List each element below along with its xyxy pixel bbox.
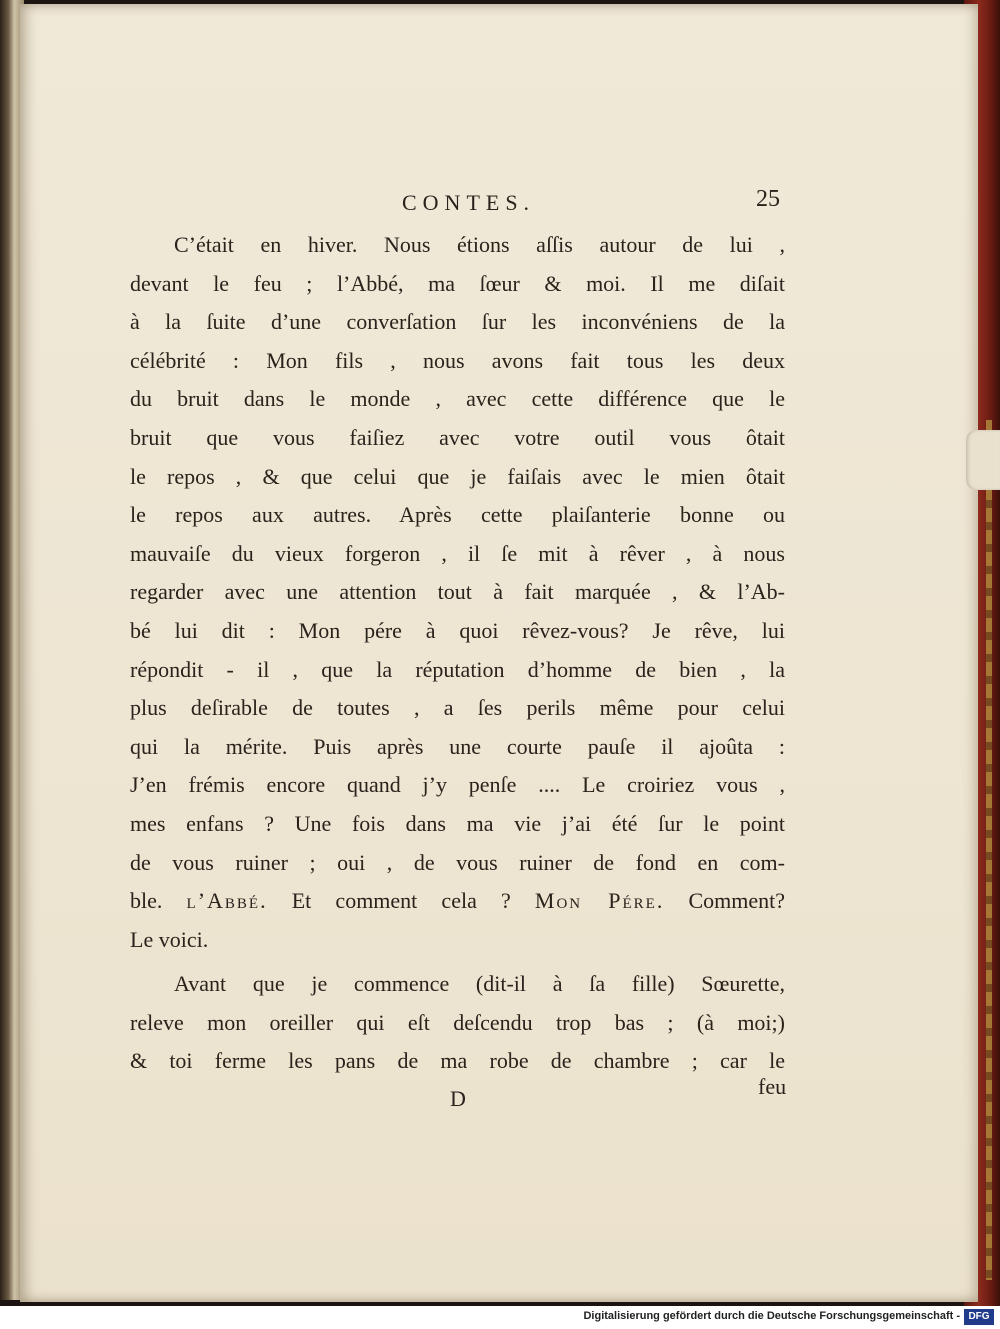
text-line: le repos , & que celui que je faiſais avec le mien ôtait <box>130 463 785 489</box>
text-line-dialogue <box>130 882 785 921</box>
text-line: le repos aux autres. Après cette plaiſanterie bonne ou <box>130 502 785 528</box>
catchword: feu <box>758 1074 787 1099</box>
text-line: bé lui dit : Mon pére à quoi rêvez-vous? Je rêve, lui <box>130 617 785 643</box>
gilt-decoration <box>986 420 992 1280</box>
running-title: CONTES. <box>402 190 536 215</box>
text-line: à la ſuite d’une converſation ſur les inconvéniens de la <box>130 309 785 335</box>
body-text <box>130 226 785 1081</box>
text-line: devant le feu ; l’Abbé, ma ſœur & moi. Il me diſait <box>130 270 785 296</box>
text-line: regarder avec une attention tout à fait marquée , & l’Ab- <box>130 579 785 605</box>
line-middle: Et comment cela ? <box>291 888 511 914</box>
speaker-pere: Mon Pére. <box>534 888 665 914</box>
line-end: Comment? <box>688 888 786 914</box>
credit-bar <box>0 1306 1000 1329</box>
dfg-logo-icon: DFG <box>964 1309 994 1325</box>
text-line: mes enfans ? Une fois dans ma vie j’ai été ſur le point <box>130 810 785 836</box>
text-line: de vous ruiner ; oui , de vous ruiner de fond en com- <box>130 849 785 875</box>
text-line: bruit que vous faiſiez avec votre outil vous ôtait <box>130 424 785 450</box>
speaker-abbe: l’Abbé. <box>186 888 268 914</box>
text-line: qui la mérite. Puis après une courte pauſe il ajoûta : <box>130 733 785 759</box>
text-line: plus deſirable de toutes , a ſes perils même pour celui <box>130 695 785 721</box>
text-line: répondit - il , que la réputation d’homme de bien , la <box>130 656 785 682</box>
text-line: célébrité : Mon fils , nous avons fait tous les deux <box>130 347 785 373</box>
text-line: du bruit dans le monde , avec cette différence que le <box>130 386 785 412</box>
page-number: 25 <box>756 186 780 212</box>
signature-mark: D <box>450 1086 466 1111</box>
line-start: ble. <box>130 888 163 914</box>
text-line: & toi ferme les pans de ma robe de chambre ; car le <box>130 1048 785 1074</box>
text-line: C’était en hiver. Nous étions aſſis autour de lui , <box>174 232 785 257</box>
credit-text: Digitalisierung gefördert durch die Deutsche Forschungsgemeinschaft - <box>583 1310 960 1322</box>
text-line: Avant que je commence (dit-il à ſa fille) Sœurette, <box>174 971 785 997</box>
text-line: J’en frémis encore quand j’y penſe .... Le croiriez vous , <box>130 772 785 798</box>
text-line: mauvaiſe du vieux forgeron , il ſe mit à rêver , à nous <box>130 540 785 566</box>
bookmark-tab <box>966 430 1000 490</box>
text-line: Le voici. <box>130 926 209 952</box>
book-page <box>20 4 978 1302</box>
text-line: releve mon oreiller qui eſt deſcendu trop bas ; (à moi;) <box>130 1009 785 1035</box>
page-header <box>20 186 978 220</box>
